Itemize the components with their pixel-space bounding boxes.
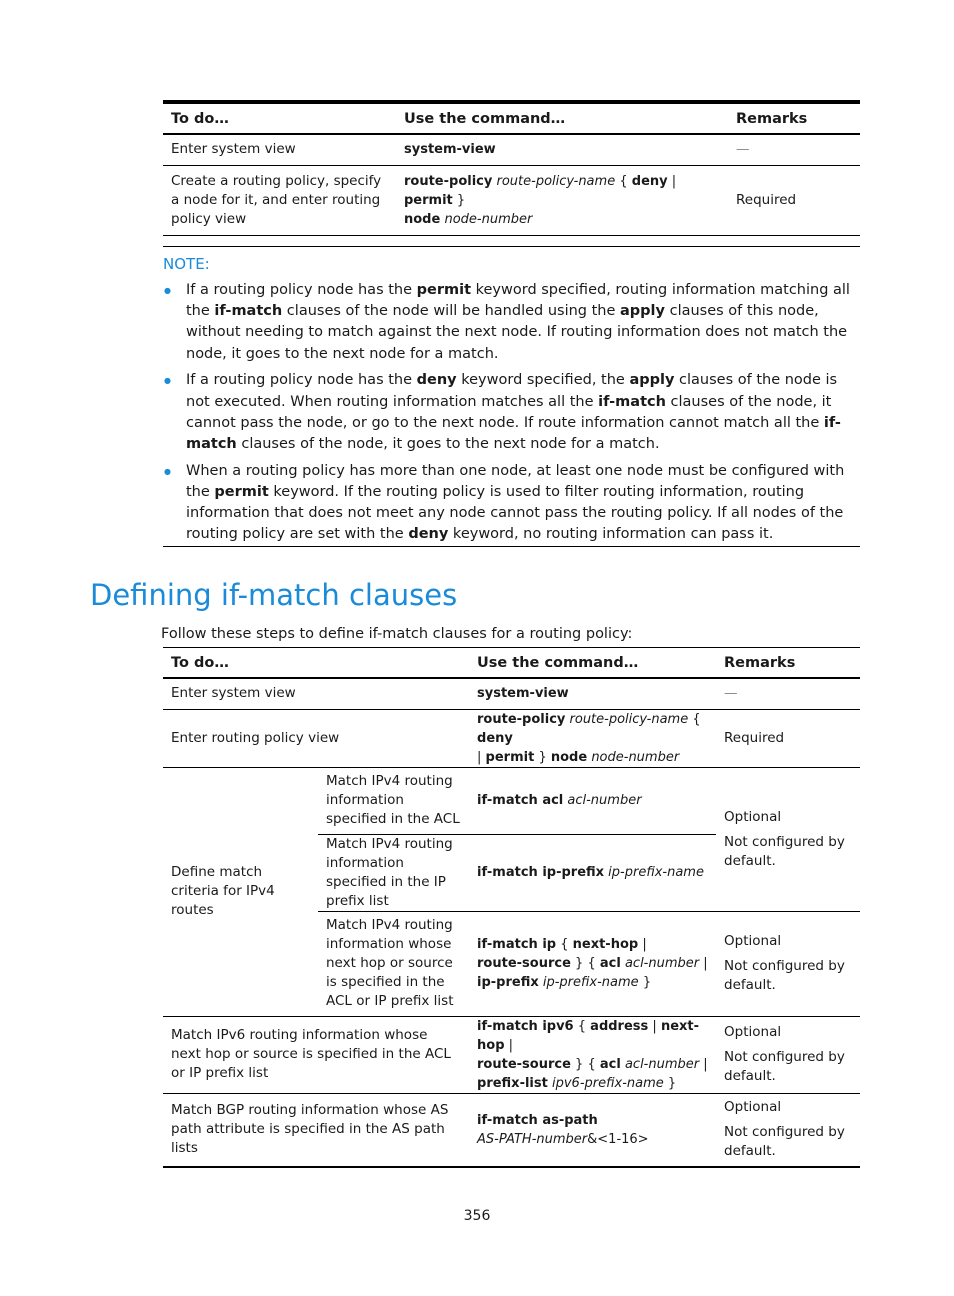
col-header-remarks: Remarks — [728, 104, 860, 134]
table-row — [163, 678, 860, 709]
table-row — [163, 165, 860, 235]
table-row — [163, 134, 860, 165]
col-header-todo: To do… — [163, 104, 396, 134]
cell-todo: Match IPv4 routing information specified in the ACL — [318, 767, 469, 834]
cell-todo: Match IPv4 routing information whose next hop or source is specified in the ACL or IP prefix list — [318, 911, 469, 1016]
col-header-remarks: Remarks — [716, 648, 860, 678]
cell-command: if-match ip { next-hop | route-source } { acl acl-number | ip-prefix ip-prefix-name } — [469, 911, 716, 1016]
cell-todo: Match BGP routing information whose AS path attribute is specified in the AS path lists — [171, 1102, 449, 1157]
cell-command: route-policy route-policy-name { deny | permit } node node-number — [396, 165, 728, 235]
note-title: NOTE: — [163, 255, 210, 273]
col-header-command: Use the command… — [469, 648, 716, 678]
note-item: ● If a routing policy node has the deny keyword specified, the apply clauses of the node is not executed. When routing information matches all the if-match clauses of the node, it cannot pass the node, or go to the next node. If route information cannot match all the if-match clauses of the node, it goes to the next node for a match. — [163, 370, 860, 455]
col-header-todo: To do… — [163, 648, 469, 678]
cell-remarks: — — [716, 678, 860, 709]
cell-todo: Match IPv6 routing information whose next hop or source is specified in the ACL or IP prefix list — [163, 1016, 469, 1093]
col-header-command: Use the command… — [396, 104, 728, 134]
cell-command: if-match acl acl-number — [469, 767, 716, 834]
cell-command: system-view — [396, 134, 728, 165]
table-1 — [163, 100, 860, 236]
cell-remarks: Optional Not configured by default. — [716, 1016, 860, 1093]
table-row — [163, 1093, 860, 1167]
cell-todo: Enter system view — [163, 134, 396, 165]
cell-command: if-match ip-prefix ip-prefix-name — [469, 834, 716, 911]
cell-remarks: Optional Not configured by default. — [716, 911, 860, 1016]
cell-todo: Enter system view — [163, 678, 469, 709]
cell-todo: Create a routing policy, specify a node for it, and enter routing policy view — [163, 165, 396, 235]
cell-remarks: Optional Not configured by default. — [724, 1099, 845, 1160]
table-row — [163, 709, 860, 767]
cell-todo: Match IPv4 routing information specified in the IP prefix list — [318, 834, 469, 911]
note-item: ● If a routing policy node has the permit keyword specified, routing information matching all the if-match clauses of the node will be handled using the apply clauses of this node, without needing to match against the next node. If routing information does not match the node, it goes to the next node for a match. — [163, 280, 860, 365]
table-row — [163, 1016, 860, 1093]
table-2 — [163, 647, 860, 1168]
note-list — [163, 280, 860, 545]
cell-group-label: Define match criteria for IPv4 routes — [163, 767, 318, 1016]
cell-command: if-match as-path AS-PATH-number&<1-16> — [477, 1112, 649, 1147]
cell-command: if-match ipv6 { address | next-hop | route-source } { acl acl-number | prefix-list ipv6-prefix-name } — [469, 1016, 716, 1093]
note-box — [163, 246, 860, 547]
cell-remarks: Required — [716, 709, 860, 767]
section-intro: Follow these steps to define if-match clauses for a routing policy: — [161, 626, 633, 642]
cell-remarks: — — [728, 134, 860, 165]
note-item: ● When a routing policy has more than one node, at least one node must be configured with the permit keyword. If the routing policy is used to filter routing information, routing information that does not meet any node cannot pass the routing policy. If all nodes of the routing policy are set with the deny keyword, no routing information can pass it. — [163, 461, 860, 546]
cell-todo: Enter routing policy view — [163, 709, 469, 767]
cell-remarks: Required — [728, 165, 860, 235]
page-number: 356 — [463, 1208, 491, 1224]
section-heading: Defining if-match clauses — [90, 578, 458, 612]
table-row — [163, 767, 860, 834]
cell-command: route-policy route-policy-name { deny | permit } node node-number — [469, 709, 716, 767]
cell-command: system-view — [469, 678, 716, 709]
cell-remarks: Optional Not configured by default. — [716, 767, 860, 911]
